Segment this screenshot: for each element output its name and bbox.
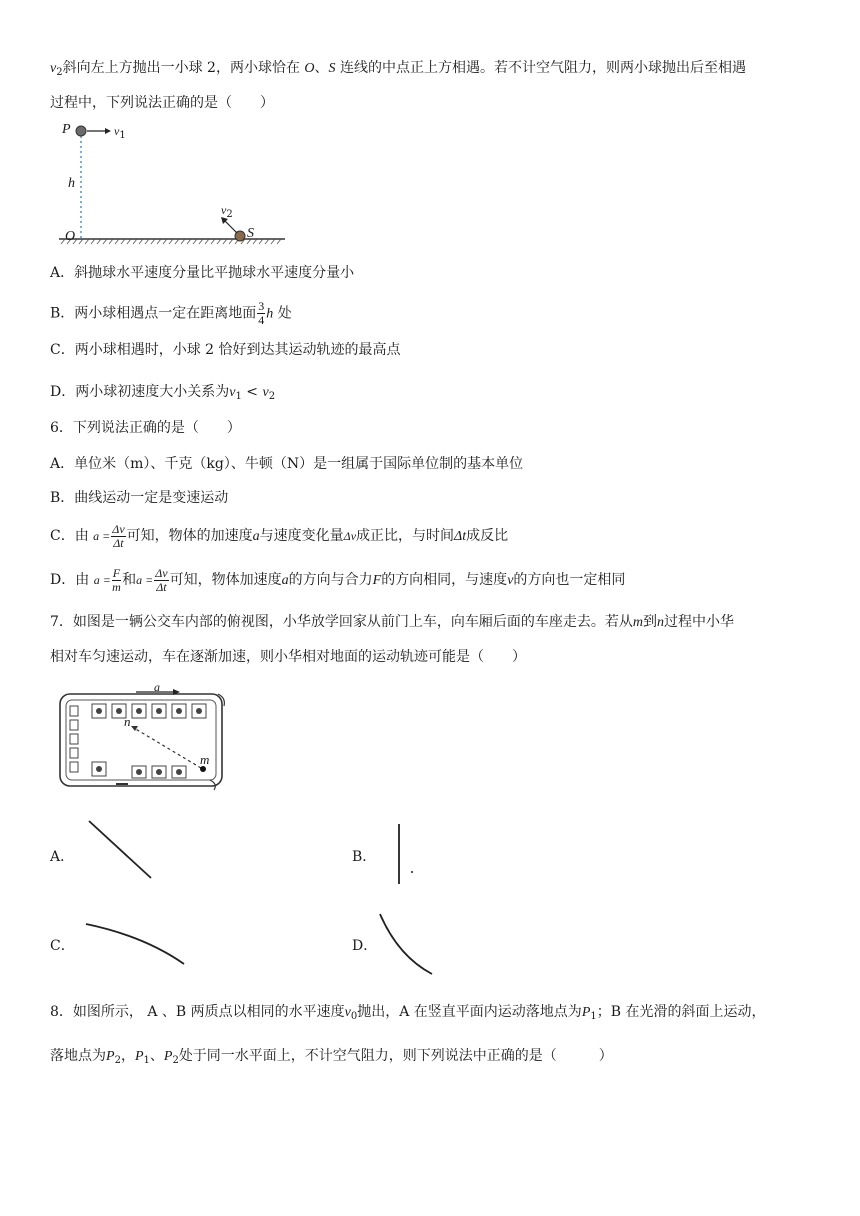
label-m: m: [200, 752, 210, 767]
q7-option-a-path: [85, 818, 155, 882]
q5-option-b: B．两小球相遇点一定在距离地面 $\frac{3}{4}$ h 处: [50, 299, 292, 327]
q6-option-b: B．曲线运动一定是变速运动: [50, 490, 229, 506]
q7-option-b-path: [390, 822, 420, 888]
q7-option-a-label: A．: [50, 849, 75, 865]
q5-figure: [55, 118, 295, 248]
q5-option-c: C．两小球相遇时，小球 2 恰好到达其运动轨迹的最高点: [50, 342, 401, 358]
label-v1: $v_1$: [114, 124, 126, 141]
q7-bus-figure: [58, 680, 230, 792]
q6-stem: 6．下列说法正确的是（ ）: [50, 420, 241, 436]
q5-option-a: A．斜抛球水平速度分量比平抛球水平速度分量小: [50, 265, 355, 281]
label-P: P: [62, 122, 71, 137]
q6-option-d: D．由 a = $\frac{F}{m}$ 和a = $\frac{\Delta v}{\Delta t}$ 可知，物体加速度a的方向与合力F的方向相同，与速度v的方向也一定相同: [50, 565, 626, 594]
q8-stem-line2: 落地点为$P_2$，$P_1$、$P_2$处于同一水平面上，不计空气阻力，则下列说法中正确的是（ ）: [50, 1048, 613, 1066]
q5-stem-line2: 过程中，下列说法正确的是（ ）: [50, 95, 274, 111]
v2-symbol: v: [50, 61, 57, 76]
q7-option-c-label: C．: [50, 938, 75, 954]
q8-stem-line1: 8．如图所示， A 、B 两质点以相同的水平速度$v_0$抛出，A 在竖直平面内运动落地点为$P_1$；B 在光滑的斜面上运动，: [50, 1004, 766, 1022]
q5-stem-line1: $v_2$斜向左上方抛出一小球 2，两小球恰在 O、S 连线的中点正上方相遇。若不计空气阻力，则两小球抛出后至相遇: [50, 60, 746, 78]
q7-option-b-label: B．: [352, 849, 377, 865]
label-h: h: [68, 176, 75, 191]
q6-option-a: A．单位米（m）、千克（kg）、牛顿（N）是一组属于国际单位制的基本单位: [50, 456, 524, 472]
label-S: S: [247, 226, 254, 241]
q7-option-d-label: D．: [352, 938, 378, 954]
q6-option-c: C．由 a = $\frac{\Delta v}{\Delta t}$ 可知，物体的加速度a与速度变化量Δv成正比，与时间Δt成反比: [50, 521, 509, 550]
q7-stem-line2: 相对车匀速运动，车在逐渐加速，则小华相对地面的运动轨迹可能是（ ）: [50, 649, 526, 665]
label-O: O: [65, 229, 76, 244]
q7-option-c-path: [84, 920, 190, 970]
q5-option-d: D．两小球初速度大小关系为$v_1 < v_2$: [50, 384, 276, 402]
q7-option-d-path: [378, 912, 436, 978]
label-n: n: [124, 714, 131, 729]
label-a: a: [154, 680, 160, 694]
q7-stem-line1: 7．如图是一辆公交车内部的俯视图，小华放学回家从前门上车，向车厢后面的车座走去。若从m到n过程中小华: [50, 614, 735, 630]
label-v2: $v_2$: [221, 203, 233, 220]
